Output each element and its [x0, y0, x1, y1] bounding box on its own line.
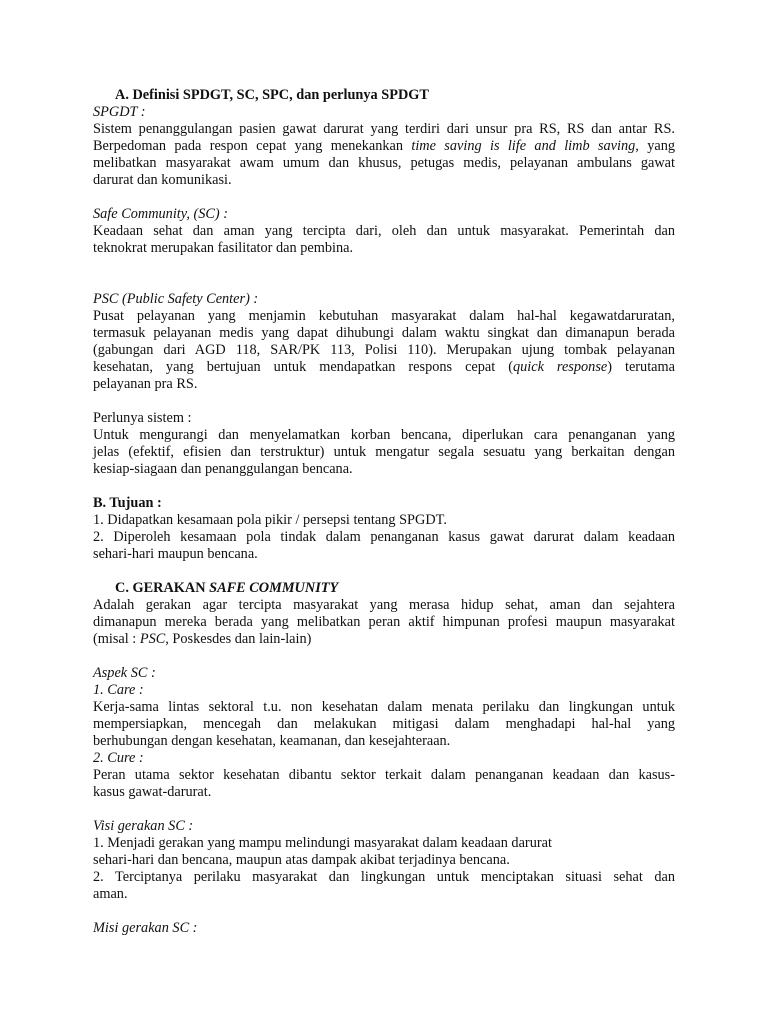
care-line-2: mempersiapkan, mencegah dan melakukan mitigasi dalam menghadapi hal-hal yang	[93, 716, 675, 732]
care-line-3: berhubungan dengan kesehatan, keamanan, dan kesejahteraan.	[93, 733, 451, 749]
gerakan-line-3-text: (misal :	[93, 631, 140, 647]
spgdt-line-1: Sistem penanggulangan pasien gawat darurat yang terdiri dari unsur pra RS, RS dan antar RS.	[93, 121, 675, 137]
care-label: 1. Care :	[93, 682, 144, 698]
sc-line-2: teknokrat merupakan fasilitator dan pembina.	[93, 240, 354, 256]
spgdt-emphasis: time saving is life and limb saving	[411, 138, 636, 154]
spgdt-line-2-text: Berpedoman pada respon cepat yang menekankan	[93, 138, 412, 154]
psc-line-4-text: kesehatan, yang bertujuan untuk mendapatkan respons cepat (	[93, 359, 513, 375]
psc-label: PSC (Public Safety Center) :	[93, 291, 259, 307]
sc-line-1: Keadaan sehat dan aman yang tercipta dari, oleh dan untuk masyarakat. Pemerintah dan	[93, 223, 675, 239]
section-b-heading: B. Tujuan :	[93, 495, 162, 511]
psc-line-2: termasuk pelayanan medis yang dapat dihubungi dalam waktu singkat dan dimanapun berada	[93, 325, 675, 341]
need-line-3: kesiap-siagaan dan penanggulangan bencana.	[93, 461, 353, 477]
psc-emphasis: quick response	[512, 359, 608, 375]
visi-line-2: sehari-hari dan bencana, maupun atas dampak akibat terjadinya bencana.	[93, 852, 510, 868]
misi-label: Misi gerakan SC :	[93, 920, 198, 936]
psc-line-4-end: ) terutama	[607, 359, 675, 375]
section-c-heading	[93, 580, 675, 597]
tujuan-line-3: sehari-hari maupun bencana.	[93, 546, 258, 562]
sc-label: Safe Community, (SC) :	[93, 206, 229, 222]
psc-line-3: (gabungan dari AGD 118, SAR/PK 113, Polisi 110). Merupakan ujung tombak pelayanan	[93, 342, 675, 358]
psc-line-4	[93, 359, 675, 376]
cure-label: 2. Cure :	[93, 750, 144, 766]
gerakan-line-3	[93, 631, 675, 648]
visi-line-4: aman.	[93, 886, 128, 902]
tujuan-line-1: 1. Didapatkan kesamaan pola pikir / persepsi tentang SPGDT.	[93, 512, 447, 528]
gerakan-line-1: Adalah gerakan agar tercipta masyarakat yang merasa hidup sehat, aman dan sejahtera	[93, 597, 675, 613]
section-a-heading: A. Definisi SPDGT, SC, SPC, dan perlunya SPDGT	[115, 87, 429, 103]
gerakan-psc: PSC	[139, 631, 166, 647]
psc-line-5: pelayanan pra RS.	[93, 376, 198, 392]
document-body	[93, 87, 675, 937]
spgdt-line-2	[93, 138, 675, 155]
aspek-label: Aspek SC :	[93, 665, 156, 681]
spgdt-line-4: darurat dan komunikasi.	[93, 172, 232, 188]
spgdt-line-3: melibatkan masyarakat awam umum dan khusus, petugas medis, pelayanan ambulans gawat	[93, 155, 675, 171]
visi-line-1: 1. Menjadi gerakan yang mampu melindungi masyarakat dalam keadaan darurat	[93, 835, 552, 851]
section-c-heading-text: C. GERAKAN	[115, 580, 210, 596]
tujuan-line-2: 2. Diperoleh kesamaan pola tindak dalam penanganan kasus gawat darurat dalam keadaan	[93, 529, 675, 545]
need-line-1: Untuk mengurangi dan menyelamatkan korban bencana, diperlukan cara penanganan yang	[93, 427, 675, 443]
gerakan-line-2: dimanapun mereka berada yang melibatkan peran aktif himpunan profesi maupun masyarakat	[93, 614, 675, 630]
gerakan-line-3-end: , Poskesdes dan lain-lain)	[165, 631, 312, 647]
cure-line-1: Peran utama sektor kesehatan dibantu sektor terkait dalam penanganan keadaan dan kasus-	[93, 767, 675, 783]
section-c-heading-emphasis: SAFE COMMUNITY	[209, 580, 339, 596]
visi-line-3: 2. Terciptanya perilaku masyarakat dan lingkungan untuk menciptakan situasi sehat dan	[93, 869, 675, 885]
cure-line-2: kasus gawat-darurat.	[93, 784, 212, 800]
spgdt-label: SPGDT :	[93, 104, 146, 120]
visi-label: Visi gerakan SC :	[93, 818, 194, 834]
need-label: Perlunya sistem :	[93, 410, 192, 426]
need-line-2: jelas (efektif, efisien dan terstruktur) untuk mengatur segala sesuatu yang berkaitan dengan	[93, 444, 675, 460]
psc-line-1: Pusat pelayanan yang menjamin kebutuhan masyarakat dalam hal-hal kegawatdaruratan,	[93, 308, 675, 324]
care-line-1: Kerja-sama lintas sektoral t.u. non kesehatan dalam menata perilaku dan lingkungan untuk	[93, 699, 675, 715]
spgdt-line-2-end: , yang	[635, 138, 675, 154]
